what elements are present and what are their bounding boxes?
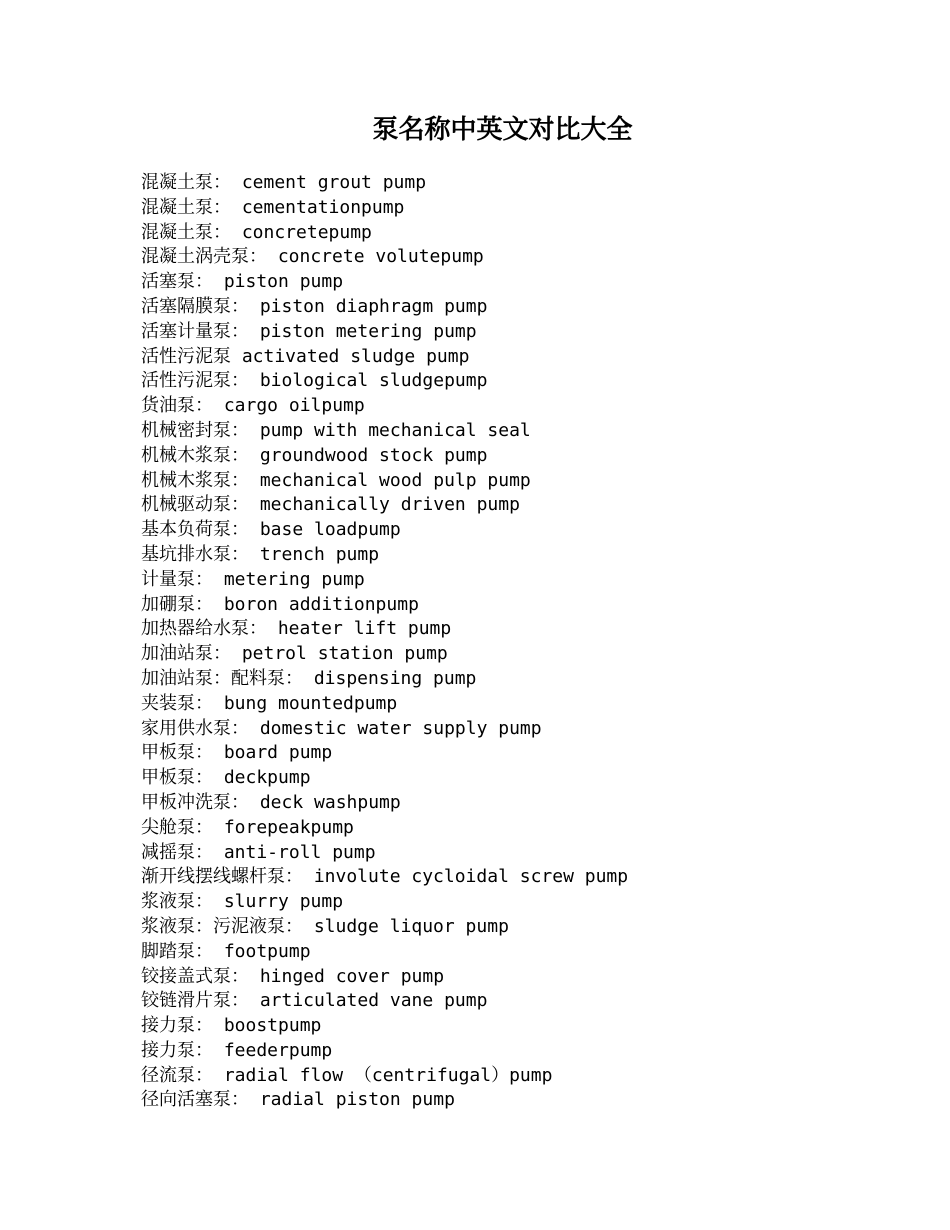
glossary-entry-text: 计量泵： metering pump [141, 568, 365, 590]
glossary-list [141, 170, 628, 1112]
glossary-entry [141, 393, 628, 418]
glossary-entry [141, 988, 628, 1013]
glossary-entry [141, 220, 628, 245]
glossary-entry [141, 1087, 628, 1112]
glossary-entry-text: 活性污泥泵 activated sludge pump [141, 345, 470, 367]
glossary-entry [141, 840, 628, 865]
glossary-entry-text: 活塞隔膜泵： piston diaphragm pump [141, 295, 488, 317]
glossary-entry [141, 368, 628, 393]
glossary-entry-text: 接力泵： boostpump [141, 1015, 322, 1037]
glossary-entry-text: 机械木浆泵： groundwood stock pump [141, 444, 488, 466]
glossary-entry [141, 1013, 628, 1038]
glossary-entry-text: 混凝土泵： cementationpump [141, 196, 405, 218]
glossary-entry [141, 740, 628, 765]
glossary-entry-text: 加硼泵： boron additionpump [141, 593, 419, 615]
glossary-entry [141, 889, 628, 914]
glossary-entry [141, 195, 628, 220]
glossary-entry [141, 592, 628, 617]
glossary-entry-text: 活塞计量泵： piston metering pump [141, 320, 477, 342]
glossary-entry-text: 家用供水泵： domestic water supply pump [141, 717, 542, 739]
glossary-entry-text: 甲板冲洗泵： deck washpump [141, 791, 401, 813]
glossary-entry-text: 减摇泵： anti-roll pump [141, 841, 376, 863]
glossary-entry-text: 铰接盖式泵： hinged cover pump [141, 965, 445, 987]
glossary-entry [141, 319, 628, 344]
glossary-entry [141, 716, 628, 741]
glossary-entry-text: 甲板泵： deckpump [141, 767, 311, 789]
glossary-entry-text: 基本负荷泵： base loadpump [141, 519, 401, 541]
glossary-entry-text: 渐开线摆线螺杆泵： involute cycloidal screw pump [141, 866, 629, 888]
glossary-entry [141, 691, 628, 716]
glossary-entry-text: 机械密封泵： pump with mechanical seal [141, 419, 531, 441]
glossary-entry [141, 542, 628, 567]
glossary-entry [141, 269, 628, 294]
glossary-entry [141, 864, 628, 889]
glossary-entry [141, 616, 628, 641]
document-title: 泵名称中英文对比大全 [372, 115, 633, 145]
glossary-entry-text: 机械木浆泵： mechanical wood pulp pump [141, 469, 531, 491]
glossary-entry-text: 混凝土泵： concretepump [141, 221, 372, 243]
glossary-entry-text: 加油站泵： petrol station pump [141, 643, 448, 665]
glossary-entry-text: 加油站泵：配料泵： dispensing pump [141, 667, 477, 689]
glossary-entry-text: 活塞泵： piston pump [141, 271, 344, 293]
glossary-entry [141, 939, 628, 964]
glossary-entry [141, 641, 628, 666]
glossary-entry [141, 418, 628, 443]
glossary-entry-text: 浆液泵：污泥液泵： sludge liquor pump [141, 915, 509, 937]
glossary-entry-text: 径流泵： radial flow （centrifugal）pump [141, 1064, 553, 1086]
glossary-entry [141, 517, 628, 542]
glossary-entry-text: 加热器给水泵： heater lift pump [141, 618, 452, 640]
glossary-entry [141, 468, 628, 493]
glossary-entry-text: 夹装泵： bung mountedpump [141, 692, 398, 714]
glossary-entry [141, 492, 628, 517]
glossary-entry-text: 混凝土泵： cement grout pump [141, 172, 427, 193]
glossary-entry-text: 货油泵： cargo oilpump [141, 395, 365, 417]
glossary-entry-text: 基坑排水泵： trench pump [141, 543, 380, 565]
glossary-entry-text: 脚踏泵： footpump [141, 940, 311, 962]
glossary-entry-text: 接力泵： feederpump [141, 1039, 333, 1061]
glossary-entry [141, 666, 628, 691]
glossary-entry-text: 机械驱动泵： mechanically driven pump [141, 494, 520, 516]
glossary-entry-text: 甲板泵： board pump [141, 742, 333, 764]
glossary-entry-text: 径向活塞泵： radial piston pump [141, 1089, 455, 1111]
glossary-entry [141, 244, 628, 269]
glossary-entry [141, 914, 628, 939]
glossary-entry [141, 964, 628, 989]
glossary-entry [141, 294, 628, 319]
glossary-entry [141, 170, 628, 195]
glossary-entry-text: 尖舱泵： forepeakpump [141, 816, 354, 838]
glossary-entry [141, 1038, 628, 1063]
glossary-entry [141, 815, 628, 840]
glossary-entry [141, 344, 628, 369]
glossary-entry-text: 活性污泥泵： biological sludgepump [141, 370, 488, 392]
glossary-entry [141, 567, 628, 592]
glossary-entry [141, 443, 628, 468]
glossary-entry [141, 1063, 628, 1088]
glossary-entry-text: 铰链滑片泵： articulated vane pump [141, 990, 488, 1012]
glossary-entry [141, 790, 628, 815]
glossary-entry [141, 765, 628, 790]
glossary-entry-text: 浆液泵： slurry pump [141, 891, 344, 913]
glossary-entry-text: 混凝土涡壳泵： concrete volutepump [141, 246, 484, 268]
